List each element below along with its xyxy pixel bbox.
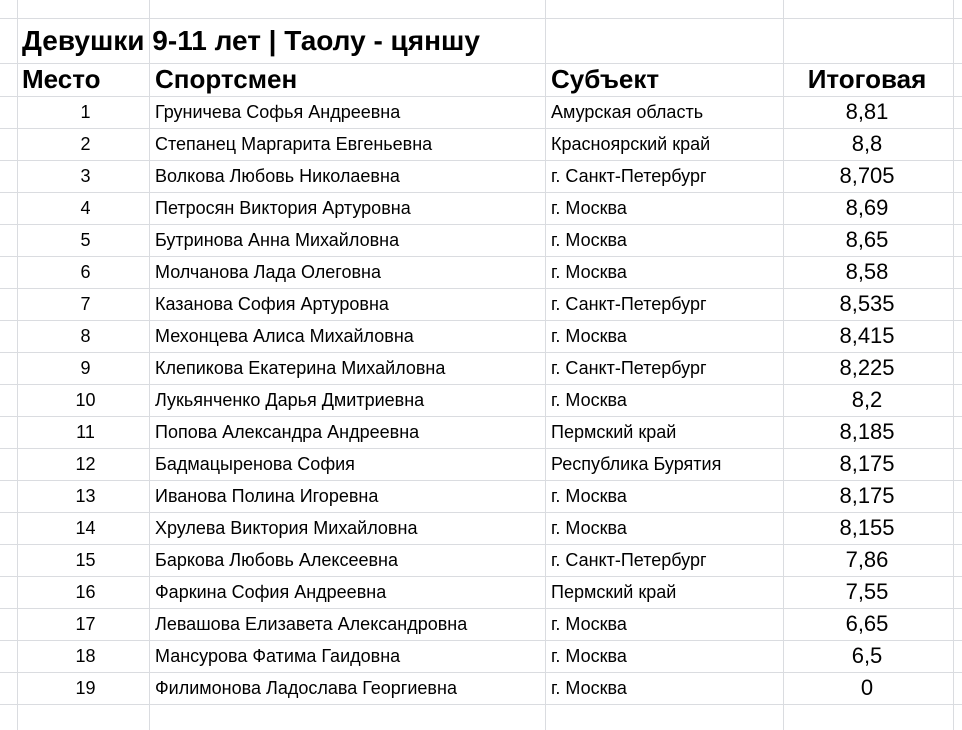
- athlete-cell[interactable]: Баркова Любовь Алексеевна: [155, 549, 398, 570]
- athlete-cell[interactable]: Петросян Виктория Артуровна: [155, 197, 411, 218]
- table-row: [0, 384, 962, 416]
- region-cell[interactable]: г. Москва: [551, 613, 627, 634]
- score-cell[interactable]: 8,175: [839, 451, 895, 476]
- score-cell[interactable]: 8,535: [839, 291, 895, 316]
- athlete-cell[interactable]: Мансурова Фатима Гаидовна: [155, 645, 401, 666]
- region-cell[interactable]: Красноярский край: [551, 133, 711, 154]
- header-athlete[interactable]: Спортсмен: [155, 64, 298, 94]
- region-cell[interactable]: Республика Бурятия: [551, 453, 722, 474]
- region-cell[interactable]: г. Москва: [551, 261, 627, 282]
- athlete-cell[interactable]: Степанец Маргарита Евгеньевна: [155, 133, 433, 154]
- score-cell[interactable]: 8,58: [845, 259, 889, 284]
- place-cell[interactable]: 13: [75, 485, 96, 506]
- header-region[interactable]: Субъект: [551, 64, 660, 94]
- place-cell[interactable]: 5: [80, 229, 91, 250]
- score-cell[interactable]: 8,81: [845, 99, 889, 124]
- table-row: [0, 512, 962, 544]
- place-cell[interactable]: 4: [80, 197, 91, 218]
- region-cell[interactable]: г. Санкт-Петербург: [551, 549, 707, 570]
- table-row: [0, 256, 962, 288]
- score-cell[interactable]: 7,86: [845, 547, 889, 572]
- table-row: [0, 448, 962, 480]
- score-cell[interactable]: 7,55: [845, 579, 889, 604]
- athlete-cell[interactable]: Молчанова Лада Олеговна: [155, 261, 381, 282]
- place-cell[interactable]: 19: [75, 677, 96, 698]
- place-cell[interactable]: 9: [80, 357, 91, 378]
- region-cell[interactable]: Амурская область: [551, 101, 704, 122]
- header-place[interactable]: Место: [22, 64, 101, 94]
- place-cell[interactable]: 18: [75, 645, 96, 666]
- score-cell[interactable]: 8,185: [839, 419, 895, 444]
- grid-line: [0, 704, 962, 705]
- region-cell[interactable]: г. Москва: [551, 485, 627, 506]
- athlete-cell[interactable]: Волкова Любовь Николаевна: [155, 165, 400, 186]
- athlete-cell[interactable]: Груничева Софья Андреевна: [155, 101, 401, 122]
- place-cell[interactable]: 8: [80, 325, 91, 346]
- table-row: [0, 576, 962, 608]
- table-row: [0, 160, 962, 192]
- athlete-cell[interactable]: Бадмацыренова София: [155, 453, 355, 474]
- region-cell[interactable]: Пермский край: [551, 581, 677, 602]
- place-cell[interactable]: 3: [80, 165, 91, 186]
- table-row: [0, 640, 962, 672]
- athlete-cell[interactable]: Лукьянченко Дарья Дмитриевна: [155, 389, 425, 410]
- region-cell[interactable]: г. Москва: [551, 677, 627, 698]
- region-cell[interactable]: г. Москва: [551, 325, 627, 346]
- table-row: [0, 224, 962, 256]
- score-cell[interactable]: 8,2: [851, 387, 883, 412]
- title-row: [0, 19, 962, 63]
- sheet-title[interactable]: Девушки 9-11 лет | Таолу - цяншу: [22, 25, 480, 56]
- score-cell[interactable]: 6,65: [845, 611, 889, 636]
- table-row: [0, 96, 962, 128]
- region-cell[interactable]: г. Москва: [551, 389, 627, 410]
- table-row: [0, 608, 962, 640]
- region-cell[interactable]: Пермский край: [551, 421, 677, 442]
- score-cell[interactable]: 0: [860, 675, 874, 700]
- table-row: [0, 672, 962, 704]
- score-cell[interactable]: 8,155: [839, 515, 895, 540]
- table-row: [0, 128, 962, 160]
- header-score[interactable]: Итоговая: [807, 64, 927, 94]
- athlete-cell[interactable]: Мехонцева Алиса Михайловна: [155, 325, 414, 346]
- table-row: [0, 192, 962, 224]
- place-cell[interactable]: 6: [80, 261, 91, 282]
- athlete-cell[interactable]: Попова Александра Андреевна: [155, 421, 420, 442]
- athlete-cell[interactable]: Казанова София Артуровна: [155, 293, 389, 314]
- score-cell[interactable]: 8,8: [851, 131, 883, 156]
- athlete-cell[interactable]: Бутринова Анна Михайловна: [155, 229, 400, 250]
- place-cell[interactable]: 15: [75, 549, 96, 570]
- table-row: [0, 352, 962, 384]
- athlete-cell[interactable]: Левашова Елизавета Александровна: [155, 613, 468, 634]
- table-row: [0, 480, 962, 512]
- table-row: [0, 544, 962, 576]
- place-cell[interactable]: 14: [75, 517, 96, 538]
- region-cell[interactable]: г. Санкт-Петербург: [551, 357, 707, 378]
- place-cell[interactable]: 11: [76, 421, 95, 442]
- place-cell[interactable]: 7: [80, 293, 91, 314]
- score-cell[interactable]: 8,705: [839, 163, 895, 188]
- athlete-cell[interactable]: Хрулева Виктория Михайловна: [155, 517, 418, 538]
- header-row: [0, 63, 962, 96]
- score-cell[interactable]: 8,225: [839, 355, 895, 380]
- place-cell[interactable]: 10: [75, 389, 96, 410]
- athlete-cell[interactable]: Филимонова Ладослава Георгиевна: [155, 677, 457, 698]
- place-cell[interactable]: 17: [75, 613, 96, 634]
- athlete-cell[interactable]: Иванова Полина Игоревна: [155, 485, 379, 506]
- region-cell[interactable]: г. Москва: [551, 645, 627, 666]
- score-cell[interactable]: 8,65: [845, 227, 889, 252]
- place-cell[interactable]: 16: [75, 581, 96, 602]
- region-cell[interactable]: г. Москва: [551, 229, 627, 250]
- score-cell[interactable]: 6,5: [851, 643, 883, 668]
- region-cell[interactable]: г. Санкт-Петербург: [551, 165, 707, 186]
- athlete-cell[interactable]: Фаркина София Андреевна: [155, 581, 387, 602]
- region-cell[interactable]: г. Москва: [551, 517, 627, 538]
- table-row: [0, 320, 962, 352]
- place-cell[interactable]: 1: [80, 101, 91, 122]
- score-cell[interactable]: 8,175: [839, 483, 895, 508]
- score-cell[interactable]: 8,415: [839, 323, 895, 348]
- region-cell[interactable]: г. Санкт-Петербург: [551, 293, 707, 314]
- table-row: [0, 288, 962, 320]
- region-cell[interactable]: г. Москва: [551, 197, 627, 218]
- athlete-cell[interactable]: Клепикова Екатерина Михайловна: [155, 357, 446, 378]
- table-row: [0, 416, 962, 448]
- score-cell[interactable]: 8,69: [845, 195, 889, 220]
- place-cell[interactable]: 2: [80, 133, 91, 154]
- place-cell[interactable]: 12: [75, 453, 96, 474]
